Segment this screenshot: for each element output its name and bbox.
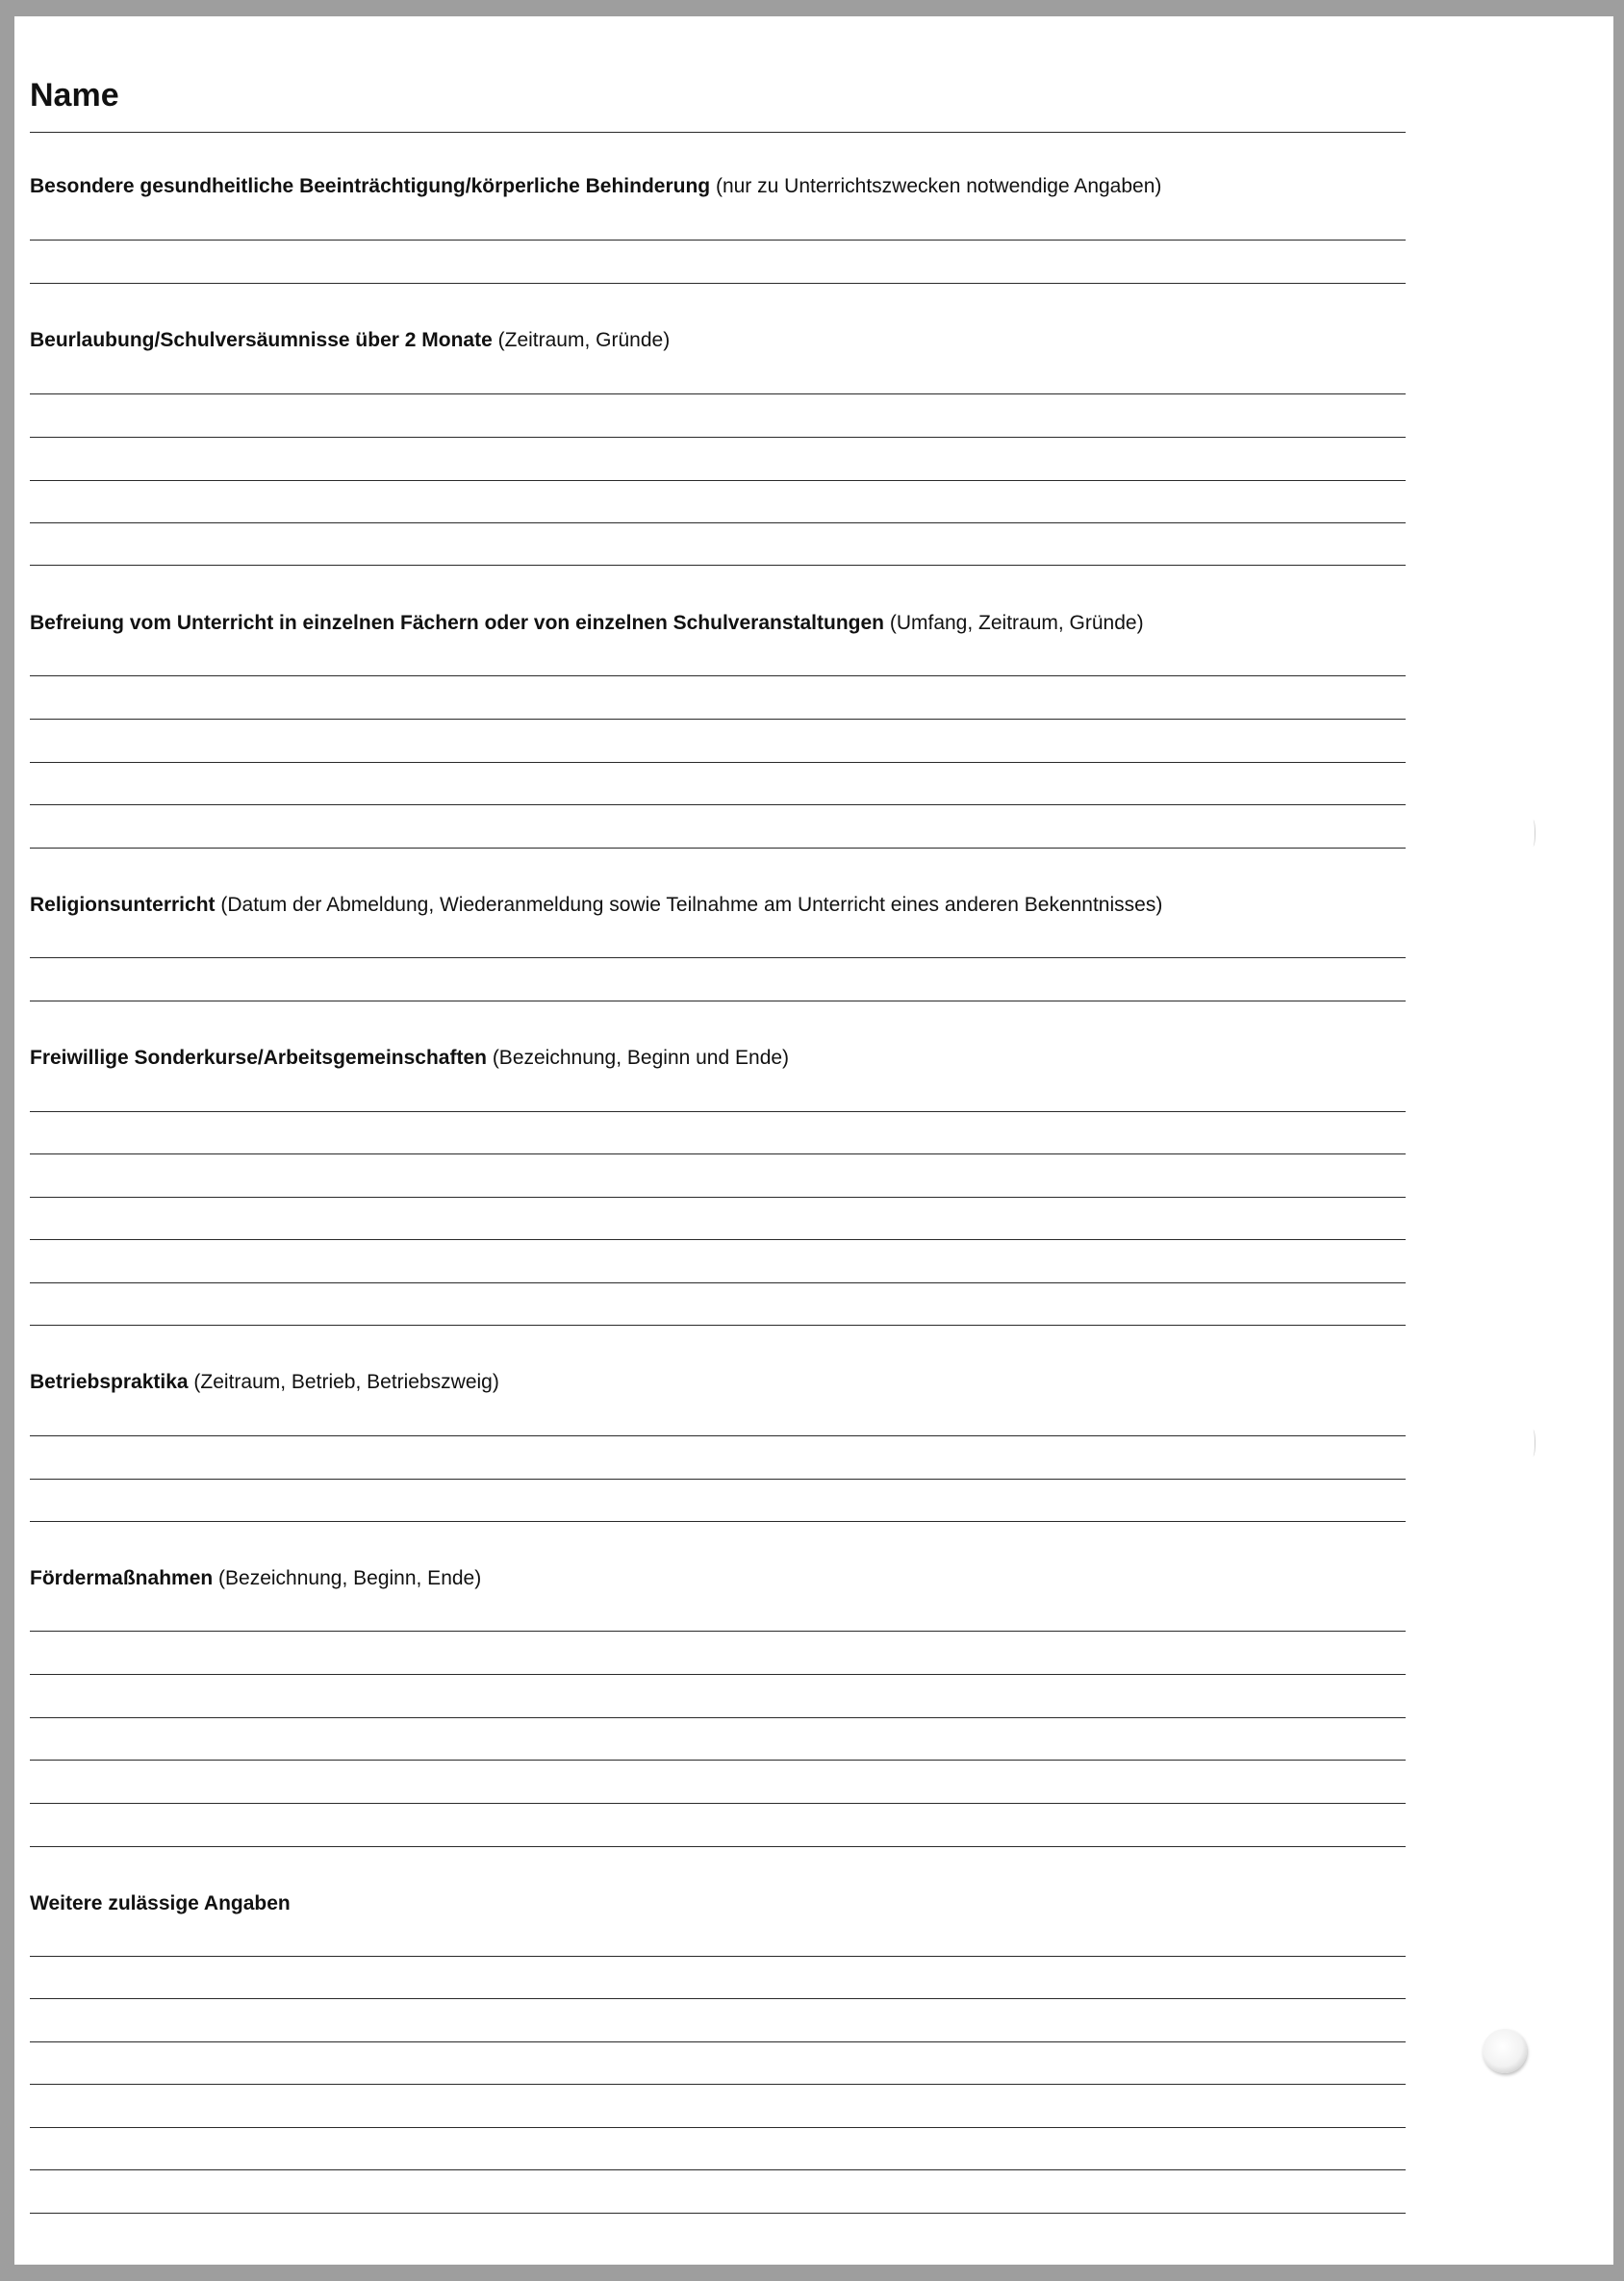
section-note: (Zeitraum, Gründe) (492, 329, 671, 351)
entry-line[interactable] (30, 1956, 1406, 1957)
name-heading: Name (30, 77, 119, 114)
entry-line[interactable] (30, 1631, 1406, 1632)
section-title: Freiwillige Sonderkurse/Arbeitsgemeinschaften (30, 1047, 487, 1069)
section-note: (Umfang, Zeitraum, Gründe) (884, 612, 1144, 634)
entry-line[interactable] (30, 1239, 1406, 1240)
entry-line[interactable] (30, 1846, 1406, 1847)
section-title: Betriebspraktika (30, 1371, 189, 1393)
section-title: Beurlaubung/Schulversäumnisse über 2 Monate (30, 329, 493, 351)
section-label-befreiung (30, 613, 1144, 633)
entry-line[interactable] (30, 2084, 1406, 2085)
section-title: Besondere gesundheitliche Beeinträchtigung/körperliche Behinderung (30, 175, 711, 197)
entry-line[interactable] (30, 565, 1406, 566)
entry-line[interactable] (30, 1998, 1406, 1999)
entry-line[interactable] (30, 1674, 1406, 1675)
entry-line[interactable] (30, 1197, 1406, 1198)
entry-line[interactable] (30, 1521, 1406, 1522)
section-label-praktika (30, 1372, 499, 1392)
entry-line[interactable] (30, 848, 1406, 849)
entry-line[interactable] (30, 1717, 1406, 1718)
section-title: Fördermaßnahmen (30, 1567, 214, 1589)
entry-line[interactable] (30, 2213, 1406, 2214)
paper-edge-mark-icon (1531, 820, 1535, 847)
entry-line[interactable] (30, 2169, 1406, 2170)
entry-line[interactable] (30, 719, 1406, 720)
section-note: (Bezeichnung, Beginn und Ende) (486, 1047, 790, 1069)
entry-line[interactable] (30, 804, 1406, 805)
section-note: (Datum der Abmeldung, Wiederanmeldung sowie Teilnahme am Unterricht eines anderen Bekenntnisses) (215, 894, 1163, 916)
entry-line[interactable] (30, 1760, 1406, 1761)
section-title: Religionsunterricht (30, 894, 216, 916)
section-note: (Zeitraum, Betrieb, Betriebszweig) (188, 1371, 499, 1393)
entry-line[interactable] (30, 1435, 1406, 1436)
entry-line[interactable] (30, 1479, 1406, 1480)
section-note: (nur zu Unterrichtszwecken notwendige Angaben) (710, 175, 1162, 197)
entry-line[interactable] (30, 2041, 1406, 2042)
entry-line[interactable] (30, 240, 1406, 241)
entry-line[interactable] (30, 522, 1406, 523)
section-label-foerder (30, 1568, 481, 1588)
section-label-religion (30, 895, 1162, 915)
section-label-beurlaubung (30, 330, 670, 350)
entry-line[interactable] (30, 1111, 1406, 1112)
entry-line[interactable] (30, 1282, 1406, 1283)
section-label-weitere (30, 1893, 291, 1914)
name-field-line[interactable] (30, 132, 1406, 133)
entry-line[interactable] (30, 1153, 1406, 1154)
entry-line[interactable] (30, 957, 1406, 958)
section-label-sonderkurse (30, 1048, 789, 1068)
section-label-gesundheit (30, 176, 1161, 196)
entry-line[interactable] (30, 437, 1406, 438)
section-note: (Bezeichnung, Beginn, Ende) (213, 1567, 482, 1589)
entry-line[interactable] (30, 480, 1406, 481)
paper-edge-mark-icon (1531, 1430, 1535, 1457)
entry-line[interactable] (30, 762, 1406, 763)
section-title: Befreiung vom Unterricht in einzelnen Fächern oder von einzelnen Schulveranstaltungen (30, 612, 884, 634)
entry-line[interactable] (30, 283, 1406, 284)
entry-line[interactable] (30, 2127, 1406, 2128)
entry-line[interactable] (30, 1325, 1406, 1326)
punch-hole-icon (1483, 2029, 1527, 2073)
entry-line[interactable] (30, 675, 1406, 676)
entry-line[interactable] (30, 393, 1406, 394)
entry-line[interactable] (30, 1803, 1406, 1804)
form-sheet (14, 16, 1613, 2265)
section-title: Weitere zulässige Angaben (30, 1892, 291, 1914)
